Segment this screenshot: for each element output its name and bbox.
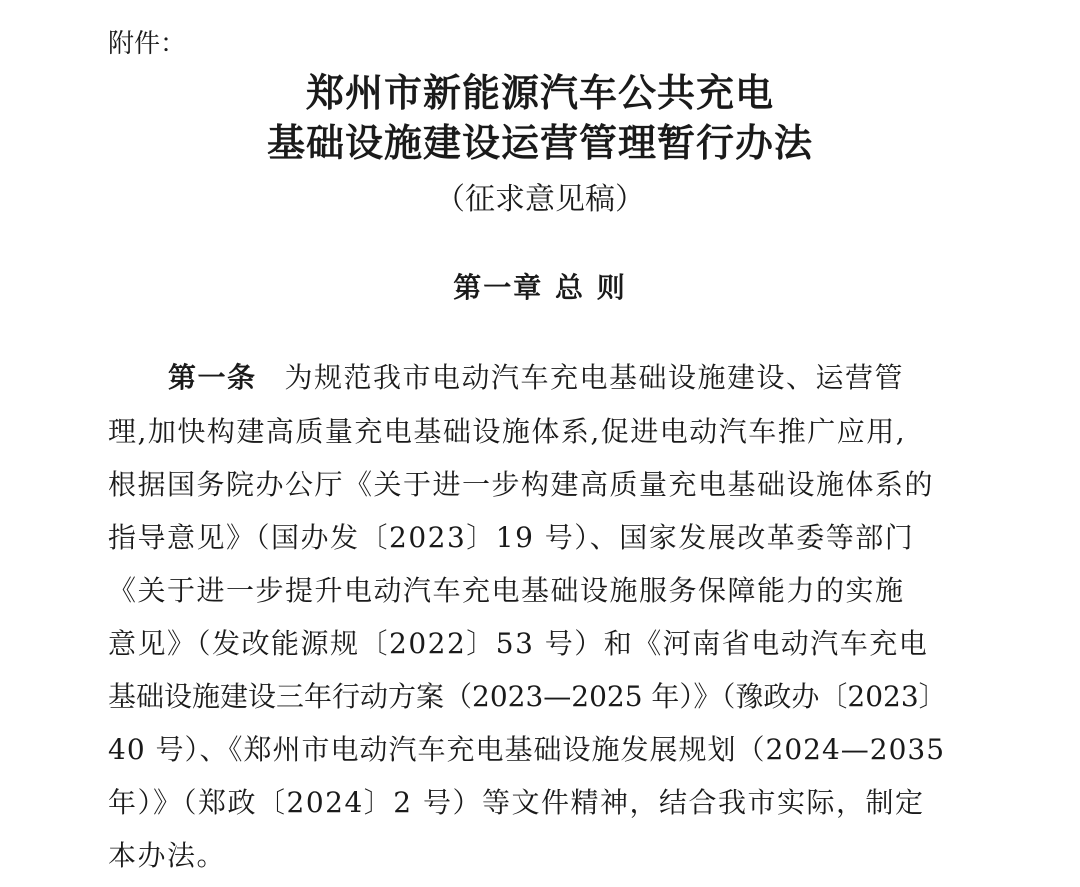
article-1-line-9: 年）》（郑政〔2024〕2 号）等文件精神，结合我市实际，制定: [108, 786, 925, 819]
article-1-line-7: 基础设施建设三年行动方案（2023—2025 年）》（豫政办〔2023〕: [108, 680, 947, 713]
document-title-line-1: 郑州市新能源汽车公共充电: [305, 71, 774, 115]
article-1-line-4: 指导意见》（国办发〔2023〕19 号）、国家发展改革委等部门: [108, 521, 915, 554]
article-1-line-1-text: 为规范我市电动汽车充电基础设施建设、运营管: [284, 361, 905, 394]
article-1-line-1: [168, 356, 948, 400]
document-title-line-2: 基础设施建设运营管理暂行办法: [266, 121, 813, 165]
article-1-line-10: 本办法。: [108, 839, 227, 872]
article-1-line-5: 《关于进一步提升电动汽车充电基础设施服务保障能力的实施: [108, 574, 905, 607]
document-subtitle: （征求意见稿）: [435, 182, 645, 217]
article-1-line-8: 40 号）、《郑州市电动汽车充电基础设施发展规划（2024—2035: [108, 733, 946, 766]
article-1-label: 第一条: [168, 361, 257, 394]
attachment-label: 附件：: [108, 29, 187, 59]
chapter-heading: 第一章 总 则: [453, 271, 627, 304]
article-1-line-6: 意见》（发改能源规〔2022〕53 号）和《河南省电动汽车充电: [108, 627, 929, 660]
article-1-line-2: 理,加快构建高质量充电基础设施体系,促进电动汽车推广应用,: [108, 415, 907, 448]
article-1-line-3: 根据国务院办公厅《关于进一步构建高质量充电基础设施体系的: [108, 468, 935, 501]
